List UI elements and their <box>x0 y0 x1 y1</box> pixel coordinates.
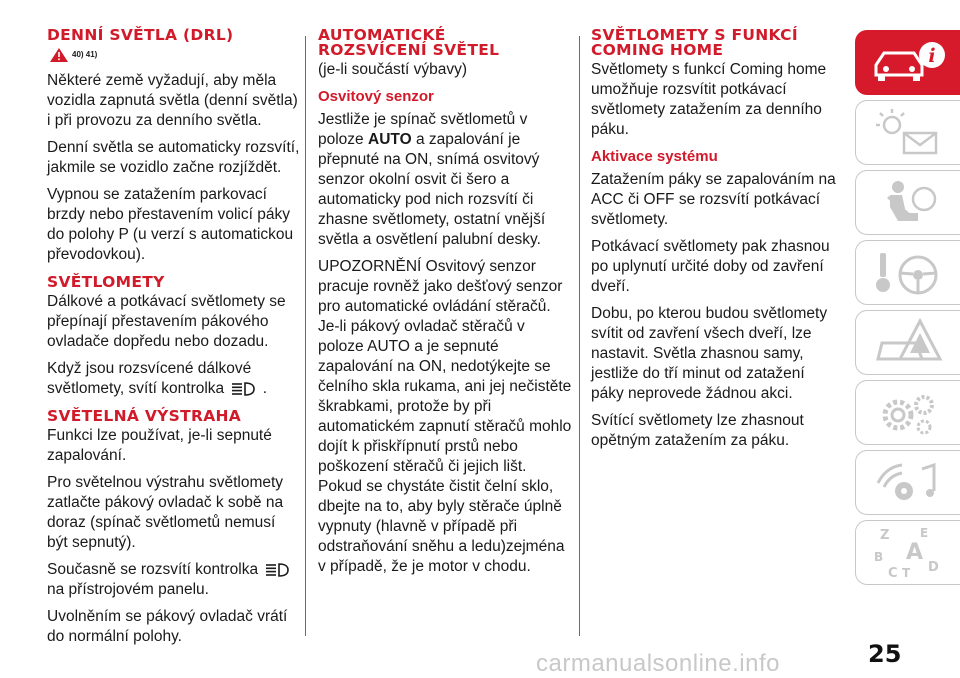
drl-paragraph-2: Denní světla se automaticky rozsvítí, jakmile se vozidlo začne rozjíždět. <box>47 139 300 176</box>
activation-paragraph-3: Dobu, po kterou budou světlomety svítit od zavření všech dveří, lze nastavit. Světla zhasnou samy, jestliže do tří minut od zatažení páky neprovede žádnou akci. <box>591 305 828 402</box>
flash-paragraph-2: Pro světelnou výstrahu světlomety zatlačte pákový ovladač k sobě na doraz (spínač světlometů nemusí být sepnutý). <box>47 474 284 551</box>
activation-paragraph-2: Potkávací světlomety pak zhasnou po uplynutí určité doby od zavření dveří. <box>591 238 830 295</box>
svg-text:E: E <box>920 525 929 540</box>
tab-emergency[interactable] <box>855 310 960 375</box>
coming-home-heading-line-1: SVĚTLOMETY S FUNKCÍ <box>591 26 798 44</box>
svg-text:C: C <box>888 565 898 581</box>
auto-subtitle: (je-li součástí výbavy) <box>318 61 468 78</box>
activation-heading: Aktivace systému <box>591 148 718 165</box>
drl-paragraph-3: Vypnou se zatažením parkovací brzdy nebo přestavením volicí páky do polohy P (u verzí s automatickou převodovkou). <box>47 186 294 263</box>
auto-heading-line-1: AUTOMATICKÉ <box>318 26 446 44</box>
tab-safety[interactable] <box>855 170 960 235</box>
column-right <box>591 28 841 458</box>
drl-paragraph-1: Některé země vyžadují, aby měla vozidla zapnutá světla (denní světla) i při provozu za denního světla. <box>47 72 298 129</box>
airbag-seat-icon <box>868 177 948 229</box>
service-gears-icon <box>868 387 948 439</box>
drl-heading: DENNÍ SVĚTLA (DRL) <box>47 26 234 44</box>
flash-heading: SVĚTELNÁ VÝSTRAHA <box>47 407 242 425</box>
warning-refs: 40) 41) <box>72 50 98 59</box>
warning-ref <box>50 45 300 65</box>
flash-paragraph-3-text: Současně se rozsvítí kontrolka <box>47 561 259 578</box>
sensor-paragraph-1-b: a zapalování je přepnuté na ON, snímá osvitový senzor okolní osvit či šero a automaticky pod nich rozsvítí či zhasne světlomety, ostatní vnější světla a osvětlení palubní desky. <box>318 131 546 248</box>
high-beam-icon <box>230 381 256 397</box>
headlights-paragraph-2-text: Když jsou rozsvícené dálkové světlomety, svítí kontrolka <box>47 360 252 397</box>
tab-lights-warning[interactable] <box>855 100 960 165</box>
watermark-footer: carmanualsonline.info <box>536 650 780 677</box>
column-divider <box>579 36 580 636</box>
high-beam-icon <box>264 562 290 578</box>
auto-heading-line-2: ROZSVÍCENÍ SVĚTEL <box>318 41 500 59</box>
sensor-heading: Osvitový senzor <box>318 88 434 105</box>
warning-triangle-icon <box>50 48 68 62</box>
headlights-paragraph-2-end: . <box>262 380 268 397</box>
svg-text:i: i <box>928 44 936 67</box>
flash-paragraph-1: Funkci lze používat, je-li sepnuté zapalování. <box>47 427 272 464</box>
sensor-paragraph-1 <box>318 110 572 250</box>
headlights-heading: SVĚTLOMETY <box>47 273 165 291</box>
sensor-paragraph-2: UPOZORNĚNÍ Osvitový senzor pracuje rovněž jako dešťový senzor pro automatické ovládání stěračů. Je-li pákový ovladač stěračů v poloze AUTO a je sepnuté zapalování na ON, nedotýkejte se čelního skla rukama, ani jej nečistěte škrabkami, protože by při automatickém zapnutí stěračů mohlo dojít k přiskřípnutí prstů nebo poškození stěračů či jejich lišt. Pokud se chystáte čistit čelní sklo, dbejte na to, aby byly stěrače úplně vypnuty (hlavně v případě při odstraňování sněhu a ledu)zejména v případě, že je motor v chodu. <box>318 258 572 575</box>
column-left <box>47 28 300 654</box>
headlights-paragraph-1: Dálkové a potkávací světlomety se přepínají přestavením pákového ovladače dopředu nebo dozadu. <box>47 293 286 350</box>
flash-paragraph-3-end: na přístrojovém panelu. <box>47 581 209 598</box>
steering-wheel-key-icon <box>868 247 948 299</box>
svg-text:Z: Z <box>880 527 890 543</box>
tab-multimedia[interactable] <box>855 450 960 515</box>
svg-text:B: B <box>874 549 884 564</box>
sensor-paragraph-1-a: Jestliže je spínač světlometů v poloze <box>318 111 528 148</box>
lights-warning-icon <box>868 107 948 159</box>
activation-paragraph-4: Svítící světlomety lze zhasnout opětným zatažením za páku. <box>591 412 804 449</box>
multimedia-icon <box>868 457 948 509</box>
svg-text:A: A <box>906 539 924 565</box>
flash-paragraph-3 <box>47 560 300 600</box>
svg-text:D: D <box>928 559 939 575</box>
headlights-paragraph-2 <box>47 359 300 399</box>
car-info-icon <box>868 39 948 87</box>
flash-paragraph-4: Uvolněním se pákový ovladač vrátí do normální polohy. <box>47 608 288 645</box>
column-middle <box>318 28 572 584</box>
page-number: 25 <box>868 640 902 668</box>
index-letters-icon <box>868 525 948 581</box>
activation-paragraph-1: Zatažením páky se zapalováním na ACC či OFF se rozsvítí potkávací světlomety. <box>591 171 836 228</box>
svg-text:T: T <box>902 565 911 580</box>
tab-maintenance[interactable] <box>855 380 960 445</box>
column-divider <box>305 36 306 636</box>
coming-home-paragraph: Světlomety s funkcí Coming home umožňuje rozsvítit potkávací světlomety zatažením za denního páku. <box>591 61 827 138</box>
breakdown-triangle-icon <box>868 317 948 369</box>
chapter-tabs <box>855 30 960 590</box>
coming-home-heading-line-2: COMING HOME <box>591 41 724 59</box>
auto-bold-label: AUTO <box>368 131 412 148</box>
tab-car-info[interactable] <box>855 30 960 95</box>
tab-index[interactable] <box>855 520 960 585</box>
tab-starting-driving[interactable] <box>855 240 960 305</box>
